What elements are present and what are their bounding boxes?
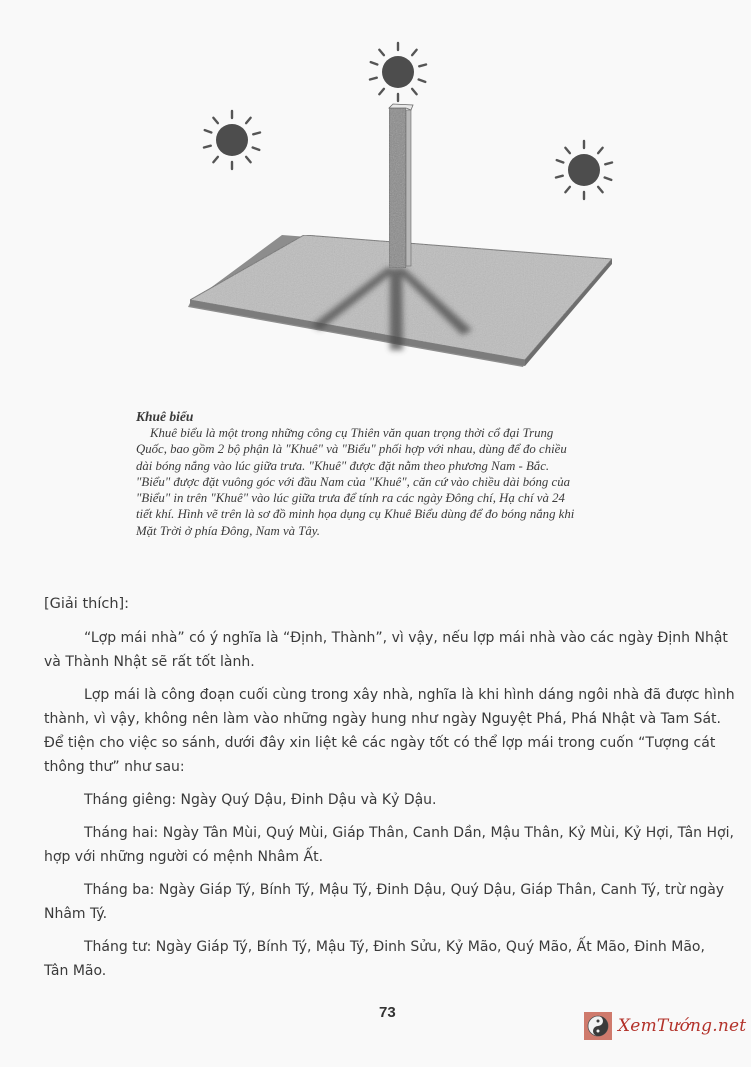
section-heading: [Giải thích]:: [44, 596, 130, 612]
text-line: thông thư” như sau:: [44, 759, 185, 775]
paragraph-month-2: [44, 821, 736, 869]
caption-line: Mặt Trời ở phía Đông, Nam và Tây.: [136, 523, 320, 538]
page-number: 73: [379, 1004, 396, 1021]
text-line: Tháng hai: Ngày Tân Mùi, Quý Mùi, Giáp Thân, Canh Dần, Mậu Thân, Kỷ Mùi, Kỷ Hợi, Tân Hợi,: [84, 825, 734, 841]
text-line: “Lợp mái nhà” có ý nghĩa là “Định, Thành”, vì vậy, nếu lợp mái nhà vào các ngày Định Nhật: [84, 630, 728, 646]
sun-south-icon: [370, 43, 426, 101]
paragraph-explanation: [44, 683, 736, 779]
paragraph-month-3: [44, 878, 736, 926]
text-line: Tháng giêng: Ngày Quý Dậu, Đinh Dậu và Kỷ Dậu.: [84, 792, 437, 808]
figure-caption: [136, 409, 616, 539]
paragraph-month-1: [44, 788, 736, 812]
paragraph-intro: [44, 626, 736, 674]
text-line: Nhâm Tý.: [44, 906, 108, 922]
caption-line: "Biểu" in trên "Khuê" vào lúc giữa trưa để tính ra các ngày Đông chí, Hạ chí và 24: [136, 491, 565, 506]
text-line: Lợp mái là công đoạn cuối cùng trong xây nhà, nghĩa là khi hình dáng ngôi nhà đã được hình: [84, 687, 735, 703]
caption-line: tiết khí. Hình vẽ trên là sơ đồ minh họa dụng cụ Khuê Biểu dùng để đo bóng nắng khi: [136, 507, 575, 522]
sun-west-icon: [556, 141, 612, 199]
caption-body: [136, 425, 616, 539]
text-line: Tân Mão.: [44, 963, 107, 979]
gnomon-pole: [389, 104, 413, 268]
caption-line: Khuê biểu là một trong những công cụ Thiên văn quan trọng thời cổ đại Trung: [150, 426, 554, 440]
watermark-text: XemTướng.net: [618, 1016, 747, 1036]
text-line: và Thành Nhật sẽ rất tốt lành.: [44, 654, 255, 670]
text-line: thành, vì vậy, không nên làm vào những ngày hung như ngày Nguyệt Phá, Phá Nhật và Tam Sát.: [44, 711, 721, 727]
khue-bieu-figure: [120, 30, 640, 410]
caption-line: "Biểu" được đặt vuông góc với đầu Nam của "Khuê", căn cứ vào chiều dài bóng của: [136, 474, 570, 489]
text-line: Tháng ba: Ngày Giáp Tý, Bính Tý, Mậu Tý, Đinh Dậu, Quý Dậu, Giáp Thân, Canh Tý, trừ ngày: [84, 882, 725, 898]
text-line: Tháng tư: Ngày Giáp Tý, Bính Tý, Mậu Tý, Đinh Sửu, Kỷ Mão, Quý Mão, Ất Mão, Đinh Mão,: [84, 939, 705, 955]
body-text: [44, 594, 736, 992]
paragraph-month-4: [44, 935, 736, 983]
site-watermark: [584, 1012, 746, 1040]
sun-east-icon: [204, 111, 260, 169]
text-line: hợp với những người có mệnh Nhâm Ất.: [44, 849, 324, 865]
caption-line: dài bóng nắng vào lúc giữa trưa. "Khuê" được đặt nằm theo phương Nam - Bắc.: [136, 458, 550, 473]
text-line: Để tiện cho việc so sánh, dưới đây xin liệt kê các ngày tốt có thể lợp mái trong cuốn “Tượng cát: [44, 735, 716, 751]
caption-title: Khuê biểu: [136, 409, 194, 424]
yin-yang-icon: [584, 1012, 612, 1040]
caption-line: Quốc, bao gồm 2 bộ phận là "Khuê" và "Biểu" phối hợp với nhau, dùng để đo chiều: [136, 442, 567, 457]
